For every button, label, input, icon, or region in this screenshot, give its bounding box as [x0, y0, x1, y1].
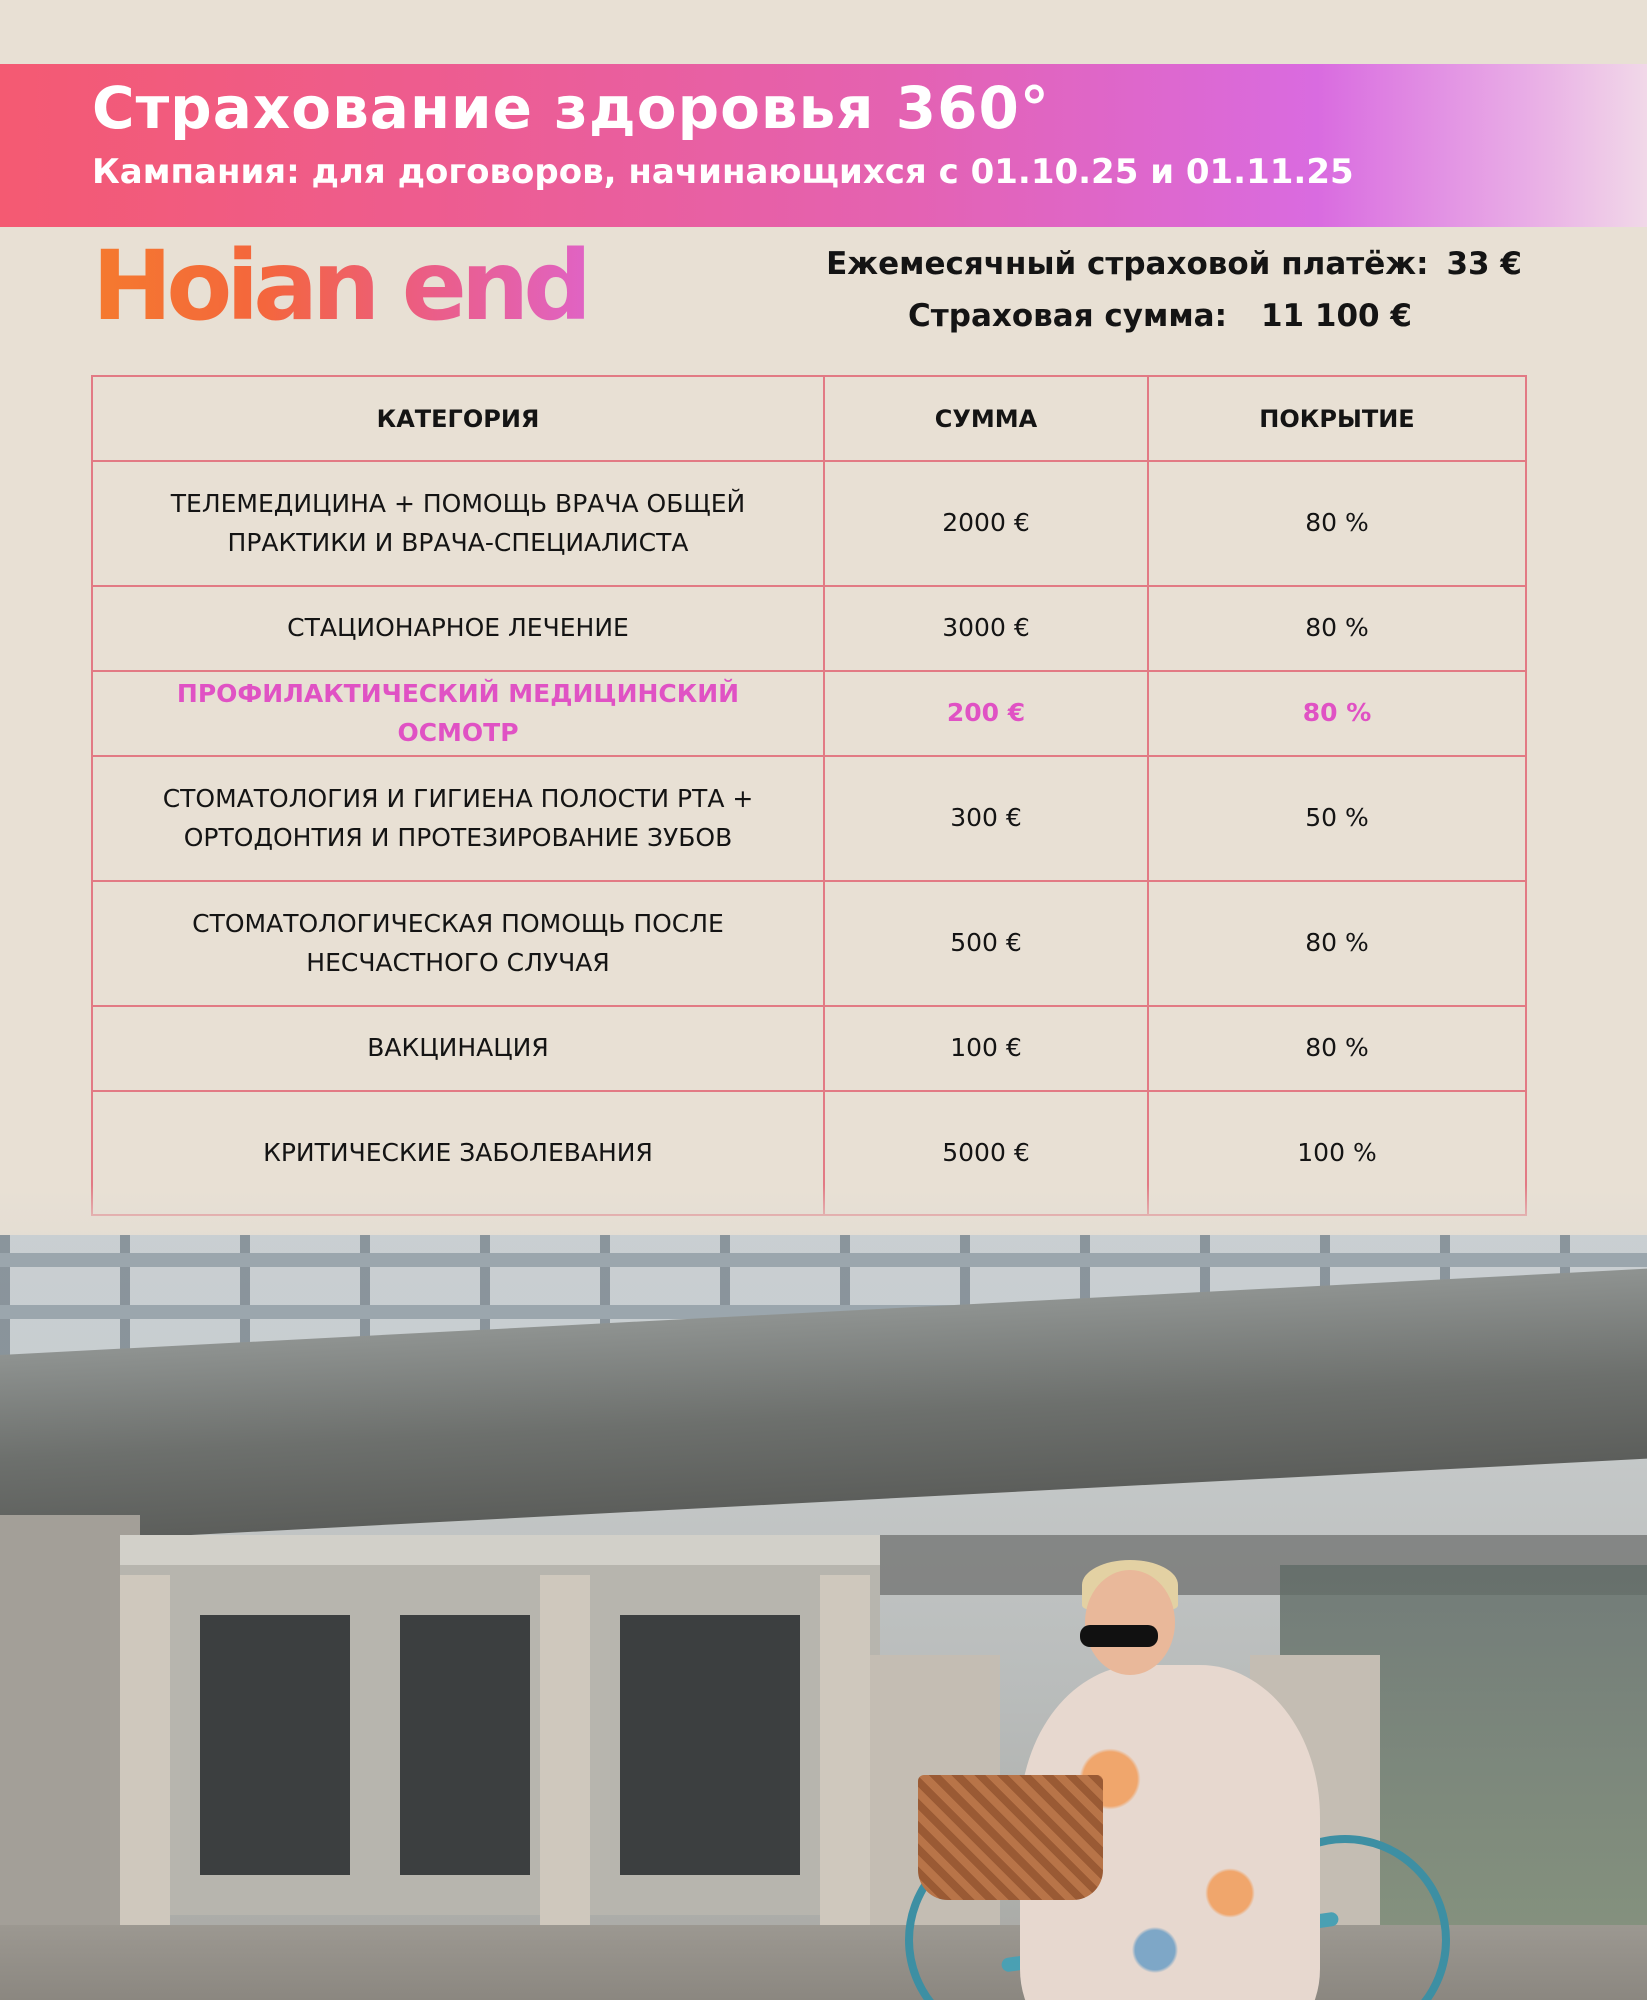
monthly-payment-label: Ежемесячный страховой платёж: — [826, 246, 1429, 282]
table-header-row — [92, 376, 1526, 461]
building-column — [540, 1575, 590, 1935]
building-window — [200, 1615, 350, 1875]
row-coverage: 100 % — [1148, 1091, 1526, 1215]
row-amount: 100 € — [824, 1006, 1148, 1091]
row-category: СТАЦИОНАРНОЕ ЛЕЧЕНИЕ — [92, 586, 824, 671]
wicker-basket — [918, 1775, 1103, 1900]
header-banner — [0, 64, 1647, 227]
table-row — [92, 461, 1526, 586]
insured-sum-label: Страховая сумма: — [908, 298, 1227, 334]
row-category: СТОМАТОЛОГИЧЕСКАЯ ПОМОЩЬ ПОСЛЕ НЕСЧАСТНОГО СЛУЧАЯ — [92, 881, 824, 1006]
campaign-subtitle: Кампания: для договоров, начинающихся с 01.10.25 и 01.11.25 — [92, 152, 1354, 192]
header-coverage: ПОКРЫТИЕ — [1148, 376, 1526, 461]
monthly-payment-value: 33 € — [1446, 246, 1522, 282]
row-category: КРИТИЧЕСКИЕ ЗАБОЛЕВАНИЯ — [92, 1091, 824, 1215]
table-row — [92, 756, 1526, 881]
row-coverage: 80 % — [1148, 1006, 1526, 1091]
monthly-payment — [826, 246, 1522, 282]
row-amount: 300 € — [824, 756, 1148, 881]
table-row-highlighted — [92, 671, 1526, 756]
railing-bar — [0, 1253, 1647, 1267]
row-category: ТЕЛЕМЕДИЦИНА + ПОМОЩЬ ВРАЧА ОБЩЕЙ ПРАКТИКИ И ВРАЧА-СПЕЦИАЛИСТА — [92, 461, 824, 586]
coverage-table — [91, 375, 1527, 1216]
header-category: КАТЕГОРИЯ — [92, 376, 824, 461]
insured-sum — [908, 298, 1412, 334]
row-coverage: 50 % — [1148, 756, 1526, 881]
row-coverage: 80 % — [1148, 881, 1526, 1006]
brand-logo: Hoian end — [92, 230, 586, 342]
row-coverage: 80 % — [1148, 461, 1526, 586]
building-column — [820, 1575, 870, 1935]
insured-sum-value: 11 100 € — [1260, 298, 1412, 334]
row-category: ПРОФИЛАКТИЧЕСКИЙ МЕДИЦИНСКИЙ ОСМОТР — [92, 671, 824, 756]
cyclist-photo — [0, 1235, 1647, 2000]
photo-fade — [0, 1185, 1647, 1240]
row-amount: 3000 € — [824, 586, 1148, 671]
row-category: СТОМАТОЛОГИЯ И ГИГИЕНА ПОЛОСТИ РТА + ОРТОДОНТИЯ И ПРОТЕЗИРОВАНИЕ ЗУБОВ — [92, 756, 824, 881]
row-amount: 500 € — [824, 881, 1148, 1006]
table-row — [92, 586, 1526, 671]
row-coverage: 80 % — [1148, 586, 1526, 671]
page-title: Страхование здоровья 360° — [92, 74, 1050, 142]
building-window — [620, 1615, 800, 1875]
table-row — [92, 881, 1526, 1006]
row-amount: 200 € — [824, 671, 1148, 756]
building-window — [400, 1615, 530, 1875]
header-amount: СУММА — [824, 376, 1148, 461]
cyclist-head — [1085, 1570, 1175, 1675]
table-row — [92, 1006, 1526, 1091]
row-category: ВАКЦИНАЦИЯ — [92, 1006, 824, 1091]
row-amount: 5000 € — [824, 1091, 1148, 1215]
row-amount: 2000 € — [824, 461, 1148, 586]
row-coverage: 80 % — [1148, 671, 1526, 756]
sunglasses — [1080, 1625, 1158, 1647]
building-column — [120, 1575, 170, 1935]
